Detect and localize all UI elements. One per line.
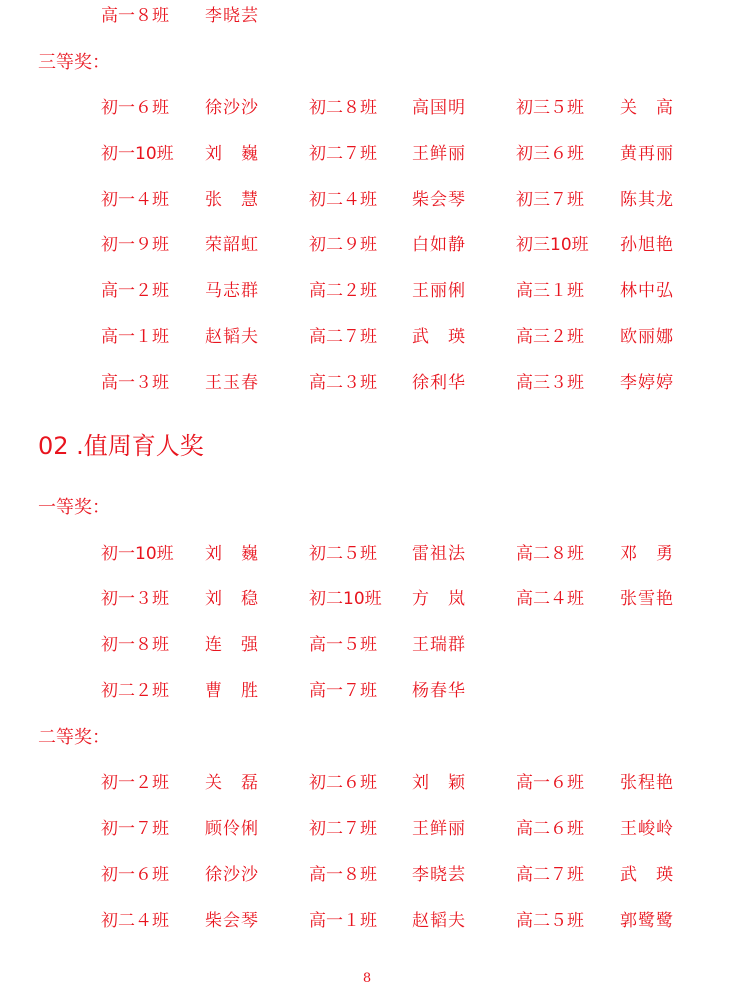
award-row — [0, 817, 734, 841]
award-row — [0, 909, 734, 933]
award-row-top — [0, 4, 734, 28]
award-row — [0, 96, 734, 120]
second-prize-heading: 二等奖： — [38, 727, 110, 748]
teacher-name: 赵韬夫 — [205, 327, 259, 347]
teacher-name: 高国明 — [412, 98, 466, 118]
class-name: 高一１班 — [309, 911, 377, 931]
teacher-name: 刘 巍 — [205, 544, 259, 564]
teacher-name: 赵韬夫 — [412, 911, 466, 931]
class-name: 高一８班 — [101, 6, 169, 26]
class-name: 初一６班 — [101, 865, 169, 885]
teacher-name: 王鲜丽 — [412, 144, 466, 164]
award-row — [0, 371, 734, 395]
third-prize-heading: 三等奖： — [38, 52, 110, 73]
class-name: 初一10班 — [101, 144, 174, 164]
teacher-name: 武 瑛 — [620, 865, 674, 885]
class-name: 初二４班 — [309, 190, 377, 210]
class-name: 高一５班 — [309, 635, 377, 655]
teacher-name: 王丽俐 — [412, 281, 466, 301]
class-name: 初二10班 — [309, 589, 382, 609]
teacher-name: 李婷婷 — [620, 373, 674, 393]
class-name: 初一６班 — [101, 98, 169, 118]
teacher-name: 李晓芸 — [412, 865, 466, 885]
teacher-name: 张程艳 — [620, 773, 674, 793]
teacher-name: 王鲜丽 — [412, 819, 466, 839]
class-name: 初二７班 — [309, 819, 377, 839]
page-number: 8 — [362, 971, 372, 986]
award-row — [0, 233, 734, 257]
award-row — [0, 542, 734, 566]
award-row — [0, 771, 734, 795]
class-name: 高二８班 — [516, 544, 584, 564]
award-row — [0, 142, 734, 166]
teacher-name: 马志群 — [205, 281, 259, 301]
class-name: 初一７班 — [101, 819, 169, 839]
teacher-name: 欧丽娜 — [620, 327, 674, 347]
class-name: 高二７班 — [309, 327, 377, 347]
teacher-name: 柴会琴 — [205, 911, 259, 931]
award-row — [0, 863, 734, 887]
teacher-name: 徐沙沙 — [205, 865, 259, 885]
class-name: 初三７班 — [516, 190, 584, 210]
award-row — [0, 587, 734, 611]
teacher-name: 郭鹭鹭 — [620, 911, 674, 931]
class-name: 高一８班 — [309, 865, 377, 885]
class-name: 高三３班 — [516, 373, 584, 393]
award-row — [0, 188, 734, 212]
class-name: 初三10班 — [516, 235, 589, 255]
award-row — [0, 679, 734, 703]
teacher-name: 张 慧 — [205, 190, 259, 210]
teacher-name: 孙旭艳 — [620, 235, 674, 255]
teacher-name: 武 瑛 — [412, 327, 466, 347]
teacher-name: 关 高 — [620, 98, 674, 118]
teacher-name: 柴会琴 — [412, 190, 466, 210]
class-name: 初一４班 — [101, 190, 169, 210]
teacher-name: 刘 稳 — [205, 589, 259, 609]
teacher-name: 张雪艳 — [620, 589, 674, 609]
award-row — [0, 633, 734, 657]
class-name: 高一２班 — [101, 281, 169, 301]
teacher-name: 王峻岭 — [620, 819, 674, 839]
class-name: 初二６班 — [309, 773, 377, 793]
class-name: 初二４班 — [101, 911, 169, 931]
class-name: 初一10班 — [101, 544, 174, 564]
first-prize-heading: 一等奖： — [38, 497, 110, 518]
class-name: 高二２班 — [309, 281, 377, 301]
teacher-name: 杨春华 — [412, 681, 466, 701]
class-name: 高一１班 — [101, 327, 169, 347]
teacher-name: 白如静 — [412, 235, 466, 255]
class-name: 高三１班 — [516, 281, 584, 301]
teacher-name: 方 岚 — [412, 589, 466, 609]
teacher-name: 雷祖法 — [412, 544, 466, 564]
teacher-name: 林中弘 — [620, 281, 674, 301]
class-name: 初二９班 — [309, 235, 377, 255]
class-name: 高一３班 — [101, 373, 169, 393]
section-title: 02 .值周育人奖 — [38, 432, 204, 460]
class-name: 初二２班 — [101, 681, 169, 701]
teacher-name: 王玉春 — [205, 373, 259, 393]
class-name: 高二７班 — [516, 865, 584, 885]
class-name: 高二３班 — [309, 373, 377, 393]
class-name: 初二５班 — [309, 544, 377, 564]
teacher-name: 顾伶俐 — [205, 819, 259, 839]
class-name: 高一７班 — [309, 681, 377, 701]
class-name: 初一３班 — [101, 589, 169, 609]
class-name: 初三５班 — [516, 98, 584, 118]
teacher-name: 刘 颖 — [412, 773, 466, 793]
teacher-name: 王瑞群 — [412, 635, 466, 655]
teacher-name: 黄再丽 — [620, 144, 674, 164]
class-name: 高二６班 — [516, 819, 584, 839]
class-name: 高三２班 — [516, 327, 584, 347]
teacher-name: 李晓芸 — [205, 6, 259, 26]
class-name: 初一８班 — [101, 635, 169, 655]
class-name: 高二５班 — [516, 911, 584, 931]
teacher-name: 徐利华 — [412, 373, 466, 393]
teacher-name: 陈其龙 — [620, 190, 674, 210]
teacher-name: 连 强 — [205, 635, 259, 655]
teacher-name: 邓 勇 — [620, 544, 674, 564]
teacher-name: 徐沙沙 — [205, 98, 259, 118]
teacher-name: 刘 巍 — [205, 144, 259, 164]
teacher-name: 荣韶虹 — [205, 235, 259, 255]
class-name: 初一９班 — [101, 235, 169, 255]
teacher-name: 关 磊 — [205, 773, 259, 793]
teacher-name: 曹 胜 — [205, 681, 259, 701]
class-name: 高一６班 — [516, 773, 584, 793]
award-row — [0, 279, 734, 303]
award-row — [0, 325, 734, 349]
class-name: 高二４班 — [516, 589, 584, 609]
class-name: 初三６班 — [516, 144, 584, 164]
class-name: 初二７班 — [309, 144, 377, 164]
class-name: 初一２班 — [101, 773, 169, 793]
class-name: 初二８班 — [309, 98, 377, 118]
